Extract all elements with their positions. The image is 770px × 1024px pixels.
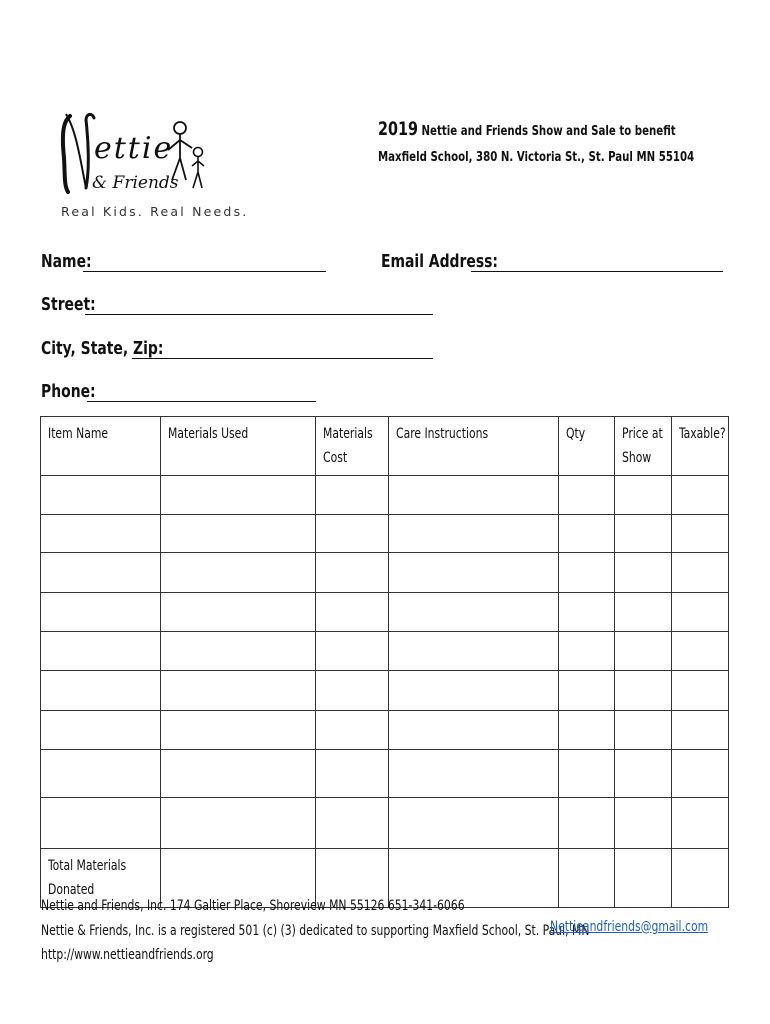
header-item-name: Item Name [41,417,161,476]
logo-tagline: Real Kids. Real Needs. [61,204,249,219]
name-field[interactable] [41,251,331,275]
qty-cell[interactable] [559,515,615,553]
email-label: Email Address: [381,251,499,272]
header-materials-cost: Materials Cost [316,417,389,476]
materials-cost-cell[interactable] [316,515,389,553]
header-materials-used: Materials Used [161,417,316,476]
header-care-instructions: Care Instructions [389,417,559,476]
taxable-cell[interactable] [672,553,729,593]
table-row [41,798,729,849]
materials-cost-cell[interactable] [316,553,389,593]
qty-cell[interactable] [559,632,615,671]
table-row [41,593,729,632]
items-table [40,416,729,908]
email-field[interactable] [381,251,726,275]
item-name-cell[interactable] [41,671,161,711]
event-year: 2019 [378,118,418,140]
care-instructions-cell[interactable] [389,553,559,593]
logo-brand-main: ettie [94,131,174,166]
price-cell[interactable] [615,553,672,593]
materials-cost-cell[interactable] [316,593,389,632]
street-field[interactable] [41,294,436,318]
materials-cost-cell[interactable] [316,798,389,849]
item-name-cell[interactable] [41,593,161,632]
price-cell[interactable] [615,671,672,711]
qty-cell[interactable] [559,711,615,750]
event-title-text: Nettie and Friends Show and Sale to benefit [417,123,676,139]
event-header [378,118,754,165]
table-row [41,553,729,593]
qty-cell[interactable] [559,671,615,711]
event-title [378,118,694,140]
item-name-cell[interactable] [41,553,161,593]
care-instructions-cell[interactable] [389,671,559,711]
taxable-cell[interactable] [672,515,729,553]
materials-used-cell[interactable] [161,515,316,553]
header-taxable: Taxable? [672,417,729,476]
table-row [41,711,729,750]
header-qty: Qty [559,417,615,476]
materials-cost-cell[interactable] [316,750,389,798]
total-taxable-cell[interactable] [672,849,729,908]
price-cell[interactable] [615,515,672,553]
materials-used-cell[interactable] [161,750,316,798]
contact-email-link[interactable]: Nettieandfriends@gmail.com [550,919,709,935]
item-name-cell[interactable] [41,798,161,849]
taxable-cell[interactable] [672,593,729,632]
materials-used-cell[interactable] [161,593,316,632]
item-name-cell[interactable] [41,476,161,515]
street-line[interactable] [85,314,433,315]
footer-nonprofit-statement: Nettie & Friends, Inc. is a registered 501 (c) (3) dedicated to supporting Maxfield School, St. Paul, MN [41,922,590,939]
city-state-zip-label: City, State, Zip: [41,338,164,359]
taxable-cell[interactable] [672,711,729,750]
table-row [41,632,729,671]
materials-used-cell[interactable] [161,632,316,671]
nettie-friends-logo [56,108,249,224]
city-state-zip-field[interactable] [41,338,436,362]
qty-cell[interactable] [559,553,615,593]
street-label: Street: [41,294,96,315]
price-cell[interactable] [615,750,672,798]
qty-cell[interactable] [559,798,615,849]
name-label: Name: [41,251,92,272]
qty-cell[interactable] [559,476,615,515]
price-cell[interactable] [615,711,672,750]
materials-used-cell[interactable] [161,711,316,750]
care-instructions-cell[interactable] [389,632,559,671]
care-instructions-cell[interactable] [389,798,559,849]
materials-used-cell[interactable] [161,553,316,593]
table-row [41,671,729,711]
footer-address: Nettie and Friends, Inc. 174 Galtier Place, Shoreview MN 55126 651-341-6066 [41,898,465,914]
taxable-cell[interactable] [672,671,729,711]
price-cell[interactable] [615,798,672,849]
materials-used-cell[interactable] [161,671,316,711]
item-name-cell[interactable] [41,711,161,750]
materials-used-cell[interactable] [161,798,316,849]
materials-cost-cell[interactable] [316,632,389,671]
care-instructions-cell[interactable] [389,476,559,515]
materials-cost-cell[interactable] [316,671,389,711]
care-instructions-cell[interactable] [389,711,559,750]
price-cell[interactable] [615,593,672,632]
logo-brand-sub: & Friends [92,173,179,193]
phone-label: Phone: [41,381,96,402]
taxable-cell[interactable] [672,476,729,515]
item-name-cell[interactable] [41,750,161,798]
price-cell[interactable] [615,476,672,515]
footer-website[interactable]: http://www.nettieandfriends.org [41,947,214,963]
phone-field[interactable] [41,381,321,405]
email-line[interactable] [471,271,723,272]
taxable-cell[interactable] [672,798,729,849]
table-row [41,515,729,553]
materials-cost-cell[interactable] [316,711,389,750]
item-name-cell[interactable] [41,515,161,553]
table-row [41,750,729,798]
taxable-cell[interactable] [672,750,729,798]
item-name-cell[interactable] [41,632,161,671]
price-cell[interactable] [615,632,672,671]
name-line[interactable] [83,271,326,272]
city-state-zip-line[interactable] [132,358,433,359]
logo-graphic [56,108,226,204]
qty-cell[interactable] [559,750,615,798]
care-instructions-cell[interactable] [389,593,559,632]
materials-used-cell[interactable] [161,476,316,515]
table-row [41,476,729,515]
total-materials-label: Total Materials Donated [41,849,161,908]
qty-cell[interactable] [559,593,615,632]
materials-cost-cell[interactable] [316,476,389,515]
taxable-cell[interactable] [672,632,729,671]
care-instructions-cell[interactable] [389,515,559,553]
header-price-at-show: Price at Show [615,417,672,476]
phone-line[interactable] [87,401,316,402]
table-header-row [41,417,729,476]
care-instructions-cell[interactable] [389,750,559,798]
event-location: Maxfield School, 380 N. Victoria St., St. Paul MN 55104 [378,149,695,165]
